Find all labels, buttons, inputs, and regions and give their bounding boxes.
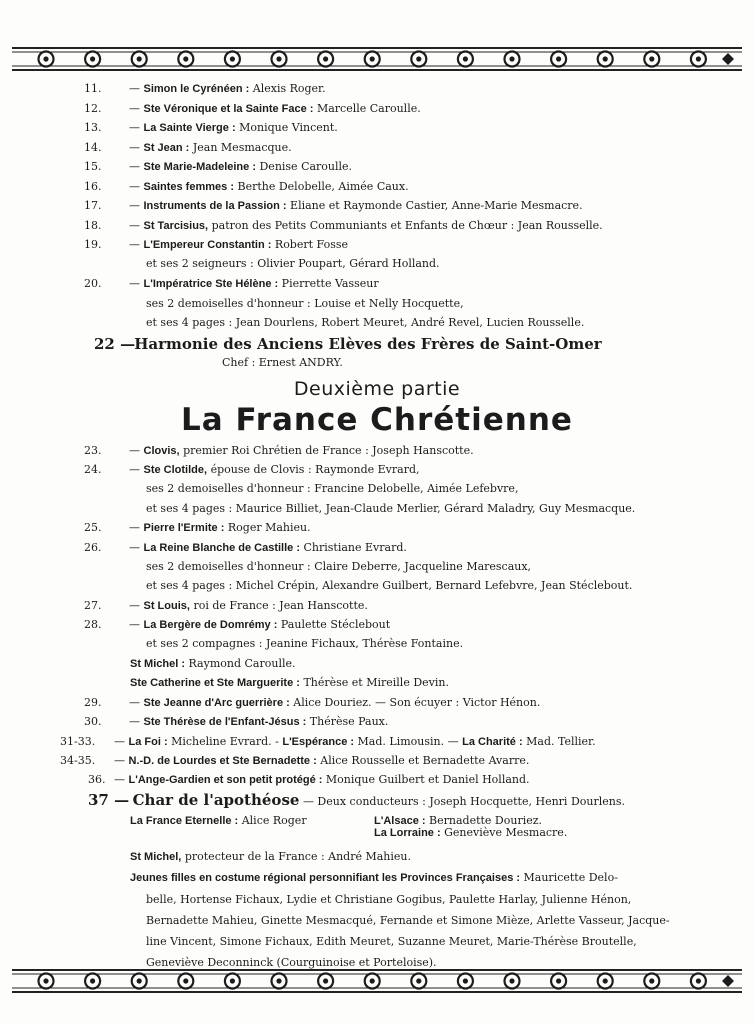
item-20-continuation-2: et ses 4 pages : Jean Dourlens, Robert Meuret, André Revel, Lucien Rousselle. bbox=[146, 316, 585, 329]
item-23: 23. — Clovis, premier Roi Chrétien de France : Joseph Hanscotte. bbox=[84, 444, 474, 457]
border-ornament-dot bbox=[505, 52, 520, 67]
border-ornament-dot bbox=[225, 974, 240, 989]
ste-catherine-line: Ste Catherine et Ste Marguerite : Thérèse et Mireille Devin. bbox=[130, 676, 449, 689]
border-ornament-dot bbox=[598, 974, 613, 989]
item-28-continuation: et ses 2 compagnes : Jeanine Fichaux, Thérèse Fontaine. bbox=[146, 637, 464, 650]
border-ornament-dot bbox=[644, 974, 659, 989]
cast-item: 13. — La Sainte Vierge : Monique Vincent. bbox=[84, 121, 338, 134]
item-24-continuation-1: ses 2 demoiselles d'honneur : Francine Delobelle, Aimée Lefebvre, bbox=[146, 482, 519, 495]
item-31-33: 31-33. — La Foi : Micheline Evrard. - L'Espérance : Mad. Limousin. — La Charité : Mad. Tellier. bbox=[60, 735, 596, 748]
item-29: 29. — Ste Jeanne d'Arc guerrière : Alice Douriez. — Son écuyer : Victor Hénon. bbox=[84, 696, 541, 709]
border-ornament-dot bbox=[272, 52, 287, 67]
alsace-line: L'Alsace : Bernadette Douriez. bbox=[374, 814, 543, 827]
border-ornament-dot bbox=[318, 974, 333, 989]
cast-item: 11. — Simon le Cyrénéen : Alexis Roger. bbox=[84, 82, 326, 95]
cast-item: 16. — Saintes femmes : Berthe Delobelle, Aimée Caux. bbox=[84, 180, 409, 193]
border-ornament-dot bbox=[551, 974, 566, 989]
border-ornament-dot bbox=[225, 52, 240, 67]
cast-item: 15. — Ste Marie-Madeleine : Denise Caroulle. bbox=[84, 160, 353, 173]
border-ornament-dot bbox=[458, 52, 473, 67]
item-26-continuation-1: ses 2 demoiselles d'honneur : Claire Deberre, Jacqueline Marescaux, bbox=[146, 560, 532, 573]
item-26: 26. — La Reine Blanche de Castille : Christiane Evrard. bbox=[84, 541, 407, 554]
jeunes-filles-paragraph: Jeunes filles en costume régional personnifiant les Provinces Françaises : Mauricette Delo- belle, Hortense Fichaux, Lydie et Christiane Gogibus, Paulette Harlay, Julienne Hénon, Bernadette Mahieu, Ginette Mesmacqué, Fernande et Simone Mièze, Arlette Vasseur, Jacque- line Vincent, Simone Fichaux, Edith Meuret, Suzanne Meuret, Marie-Thérèse Broutelle, Geneviève Deconninck (Courguinoise et Porteloise). bbox=[130, 871, 670, 969]
border-ornament-dot bbox=[272, 974, 287, 989]
item-24: 24. — Ste Clotilde, épouse de Clovis : Raymonde Evrard, bbox=[84, 463, 420, 476]
item-20-continuation-1: ses 2 demoiselles d'honneur : Louise et Nelly Hocquette, bbox=[146, 297, 464, 310]
item-22-harmonie: 22 — Harmonie des Anciens Elèves des Frères de Saint-Omer bbox=[94, 335, 602, 353]
item-27: 27. — St Louis, roi de France : Jean Hanscotte. bbox=[84, 599, 368, 612]
chef-line: Chef : Ernest ANDRY. bbox=[222, 356, 343, 369]
border-ornament-dot bbox=[318, 52, 333, 67]
border-ornament-dot bbox=[132, 52, 147, 67]
item-20: 20. — L'Impératrice Ste Hélène : Pierrette Vasseur bbox=[84, 277, 379, 290]
cast-item: 12. — Ste Véronique et la Sainte Face : Marcelle Caroulle. bbox=[84, 102, 421, 115]
border-ornament-dot bbox=[85, 974, 100, 989]
border-ornament-dot bbox=[691, 974, 706, 989]
item-37: 37 — Char de l'apothéose — Deux conducteurs : Joseph Hocquette, Henri Dourlens. bbox=[88, 791, 625, 809]
item-28: 28. — La Bergère de Domrémy : Paulette Stéclebout bbox=[84, 618, 391, 631]
cast-item: 18. — St Tarcisius, patron des Petits Communiants et Enfants de Chœur : Jean Rousselle. bbox=[84, 219, 603, 232]
cast-item: 14. — St Jean : Jean Mesmacque. bbox=[84, 141, 292, 154]
item-30: 30. — Ste Thérèse de l'Enfant-Jésus : Thérèse Paux. bbox=[84, 715, 389, 728]
lorraine-line: La Lorraine : Geneviève Mesmacre. bbox=[374, 826, 568, 839]
border-ornament-dot bbox=[39, 52, 54, 67]
border-ornament-dot bbox=[411, 52, 426, 67]
cast-item: 19. — L'Empereur Constantin : Robert Fosse bbox=[84, 238, 348, 251]
border-ornament-dot bbox=[85, 52, 100, 67]
france-eternelle-line: La France Eternelle : Alice Roger bbox=[130, 814, 307, 827]
border-ornament-dot bbox=[598, 52, 613, 67]
border-diamond bbox=[722, 975, 734, 987]
border-ornament-dot bbox=[178, 52, 193, 67]
border-ornament-dot bbox=[505, 974, 520, 989]
top-ornamental-border bbox=[12, 44, 742, 74]
border-diamond bbox=[722, 53, 734, 65]
border-ornament-dot bbox=[39, 974, 54, 989]
page-title: La France Chrétienne bbox=[181, 402, 573, 438]
item-19-continuation: et ses 2 seigneurs : Olivier Poupart, Gérard Holland. bbox=[146, 257, 440, 270]
st-michel-line: St Michel : Raymond Caroulle. bbox=[130, 657, 296, 670]
border-ornament-dot bbox=[458, 974, 473, 989]
item-36: 36. — L'Ange-Gardien et son petit protégé : Monique Guilbert et Daniel Holland. bbox=[88, 773, 530, 786]
item-24-continuation-2: et ses 4 pages : Maurice Billiet, Jean-Claude Merlier, Gérard Maladry, Guy Mesmacque. bbox=[146, 502, 636, 515]
border-ornament-dot bbox=[411, 974, 426, 989]
part-heading: Deuxième partie bbox=[293, 378, 461, 400]
item-26-continuation-2: et ses 4 pages : Michel Crépin, Alexandre Guilbert, Bernard Lefebvre, Jean Stéclebout. bbox=[146, 579, 633, 592]
border-ornament-dot bbox=[551, 52, 566, 67]
border-ornament-dot bbox=[691, 52, 706, 67]
border-ornament-dot bbox=[178, 974, 193, 989]
item-25: 25. — Pierre l'Ermite : Roger Mahieu. bbox=[84, 521, 311, 534]
border-ornament-dot bbox=[365, 974, 380, 989]
st-michel-protecteur-line: St Michel, protecteur de la France : André Mahieu. bbox=[130, 850, 411, 863]
border-ornament-dot bbox=[365, 52, 380, 67]
cast-item: 17. — Instruments de la Passion : Eliane et Raymonde Castier, Anne-Marie Mesmacre. bbox=[84, 199, 583, 212]
item-34-35: 34-35. — N.-D. de Lourdes et Ste Bernadette : Alice Rousselle et Bernadette Avarre. bbox=[60, 754, 530, 767]
border-ornament-dot bbox=[644, 52, 659, 67]
border-ornament-dot bbox=[132, 974, 147, 989]
